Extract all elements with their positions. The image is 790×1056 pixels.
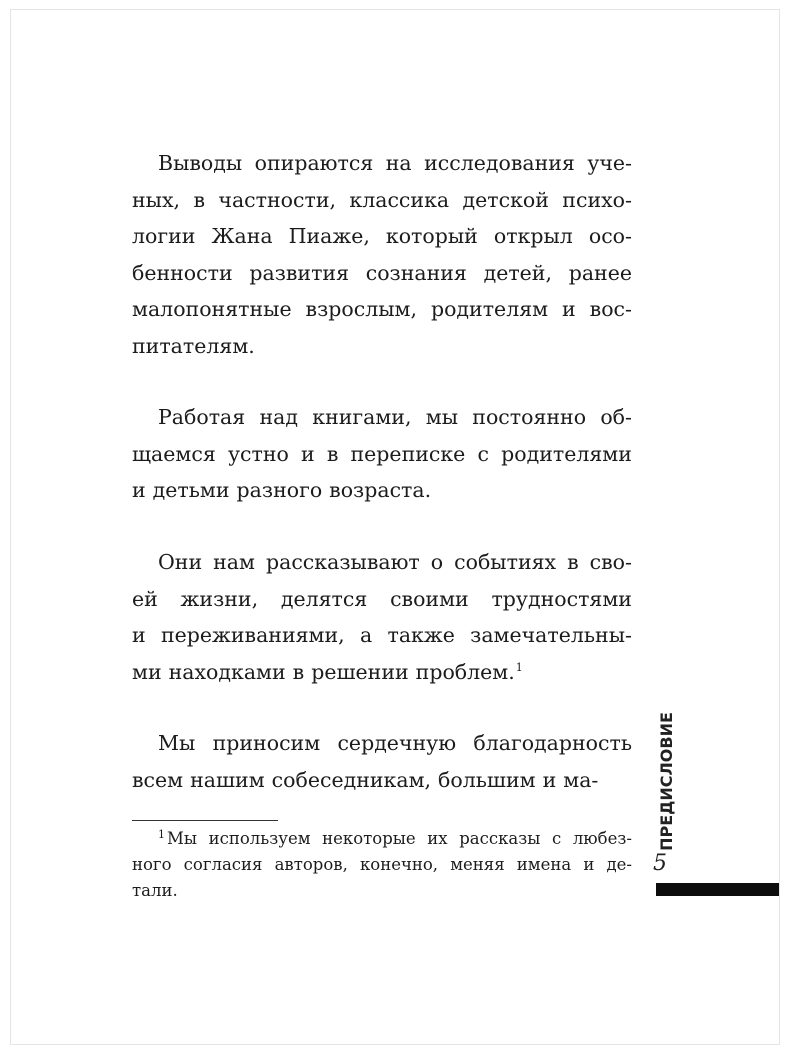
word: осо- [588, 224, 632, 248]
word: и [132, 623, 146, 647]
word: психо- [562, 187, 632, 212]
word-with-marker [158, 826, 197, 852]
footnote-reference: 1 [515, 660, 523, 674]
text-line [132, 826, 632, 852]
paragraph-3 [132, 544, 632, 690]
word: а [359, 623, 373, 647]
word: и [542, 767, 557, 792]
word: Пиаже, [288, 224, 370, 248]
word: ранее [568, 260, 632, 285]
word: и [583, 855, 595, 874]
word: детей, [483, 260, 552, 285]
text-line [132, 218, 632, 255]
word: о [430, 550, 444, 574]
word: тали. [132, 881, 178, 900]
word-with-ref [416, 654, 523, 691]
word: развития [249, 260, 350, 285]
word: переживаниями, [160, 623, 345, 647]
text-line [132, 581, 632, 618]
section-label-text: ПРЕДИСЛОВИЕ [656, 711, 676, 851]
word: Мы [158, 731, 196, 755]
text-line [132, 255, 632, 292]
word: их [427, 829, 448, 848]
word: и [562, 297, 576, 321]
word: открыл [493, 224, 573, 248]
word: своими [390, 586, 469, 611]
word: Мы [167, 829, 198, 848]
text-line [132, 654, 632, 691]
paragraph-1 [132, 145, 632, 364]
word: уче- [587, 151, 632, 175]
word: малопонятные [132, 297, 292, 321]
word: сердечную [337, 731, 457, 755]
text-line [132, 472, 632, 509]
word: с [551, 829, 562, 848]
word: и [132, 478, 146, 502]
word: взрослым, [305, 297, 418, 321]
page-tab-bar [656, 883, 779, 896]
text-line [132, 436, 632, 473]
word: устно [227, 441, 289, 466]
text-line [132, 617, 632, 654]
section-label [648, 711, 684, 851]
word: используем [208, 829, 311, 848]
word: рассказывают [265, 550, 420, 574]
word: любез- [572, 829, 632, 848]
word: собеседникам, [271, 767, 432, 792]
word: возраста. [329, 478, 432, 502]
word: находками [168, 659, 286, 684]
word: частности, [218, 187, 336, 212]
word: проблем. [415, 659, 515, 684]
text-line [132, 725, 632, 762]
word: постоянно [472, 405, 587, 429]
paragraph-4 [132, 725, 632, 798]
word: авторов, [274, 855, 348, 874]
word: в [567, 550, 579, 574]
word: сознания [365, 260, 467, 285]
word: Выводы [158, 151, 243, 175]
word: нашим [190, 767, 265, 792]
word: щаемся [132, 441, 216, 466]
word: Работая [158, 405, 246, 429]
word: ного [132, 855, 172, 874]
text-line [132, 878, 632, 904]
word: мы [425, 405, 459, 429]
page-number: 5 [653, 851, 667, 876]
word: Жана [211, 224, 273, 248]
word: всем [132, 767, 184, 792]
word: большим [438, 767, 536, 792]
word: родителям [430, 297, 549, 321]
word: согласия [183, 855, 263, 874]
word: переписке [350, 441, 466, 466]
word: бенности [132, 260, 233, 285]
word: трудностями [491, 586, 632, 611]
word: также [387, 623, 455, 647]
text-line [132, 762, 632, 799]
word: который [385, 224, 478, 248]
word: ма- [563, 767, 599, 792]
word: рассказы [459, 829, 541, 848]
word: ей [132, 586, 158, 611]
word: нам [213, 550, 255, 574]
word: исследования [424, 151, 575, 175]
footnote-marker: 1 [158, 828, 165, 841]
footnote [132, 826, 632, 904]
word: меняя [450, 855, 505, 874]
word: замечательны- [470, 623, 632, 647]
word: благодарность [473, 731, 632, 755]
word: конечно, [359, 855, 439, 874]
word: событиях [454, 550, 557, 574]
text-line [132, 544, 632, 581]
word: ми [132, 659, 162, 684]
word: решении [311, 659, 409, 684]
word: в [326, 441, 339, 466]
text-line [132, 291, 632, 328]
word: де- [606, 855, 632, 874]
word: логии [132, 224, 196, 248]
text-line [132, 852, 632, 878]
word: и [300, 441, 315, 466]
word: жизни, [180, 586, 259, 611]
word: делятся [280, 586, 368, 611]
word: детской [462, 187, 549, 212]
word: об- [600, 405, 632, 429]
word: детьми [152, 478, 230, 502]
word: питателям. [132, 333, 255, 358]
word: с [477, 441, 489, 466]
word: некоторые [322, 829, 416, 848]
word: в [193, 187, 205, 212]
word: классика [349, 187, 450, 212]
word: родителями [501, 441, 632, 466]
word: вос- [589, 297, 632, 321]
word: над [259, 405, 298, 429]
word: опираются [254, 151, 374, 175]
text-line [132, 182, 632, 219]
word: Они [158, 550, 203, 574]
word: ных, [132, 187, 181, 212]
word: в [292, 659, 305, 684]
word: приносим [212, 731, 321, 755]
word: разного [236, 478, 323, 502]
text-line [132, 328, 632, 365]
word: имена [516, 855, 572, 874]
word: книгами, [312, 405, 412, 429]
footnote-divider [132, 820, 278, 821]
text-line [132, 145, 632, 182]
word: сво- [589, 550, 632, 574]
text-line [132, 399, 632, 436]
word: на [385, 151, 412, 175]
paragraph-2 [132, 399, 632, 509]
